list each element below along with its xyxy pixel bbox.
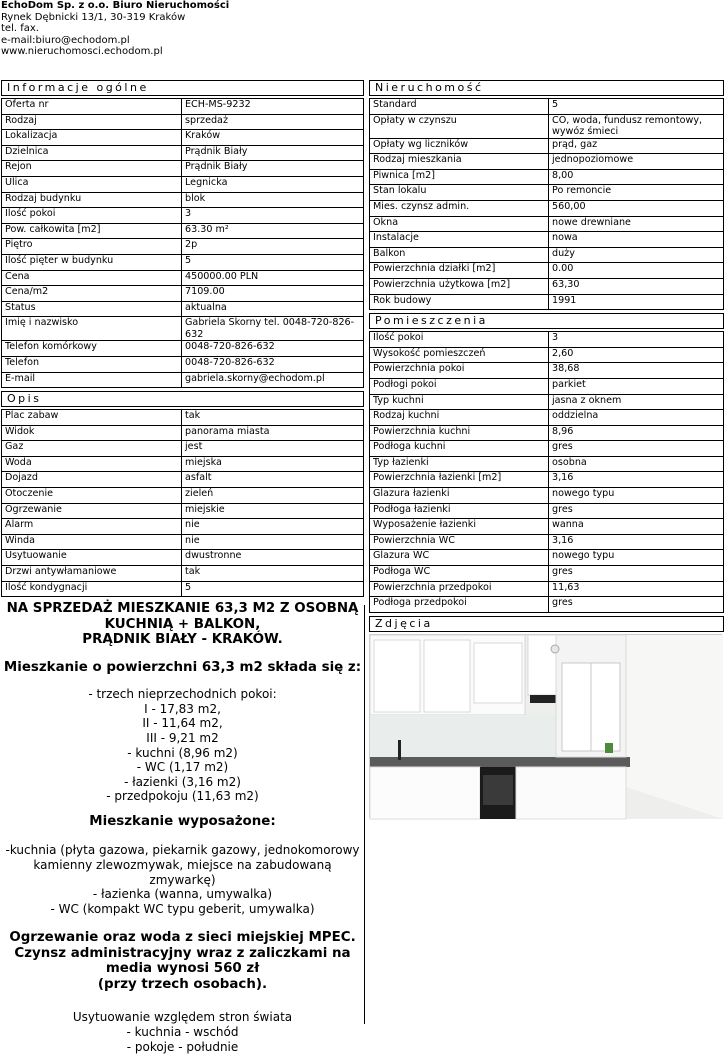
row-label: Rodzaj kuchni: [370, 410, 549, 426]
table-row: [2, 472, 364, 488]
table-row: [370, 332, 724, 348]
row-value: aktualna: [182, 301, 364, 317]
row-label: Wysokość pomieszczeń: [370, 347, 549, 363]
row-value: 7109.00: [182, 286, 364, 302]
table-row: [2, 341, 364, 357]
row-value: wanna: [549, 519, 724, 535]
table-row: [2, 192, 364, 208]
row-value: blok: [182, 192, 364, 208]
row-label: Opłaty wg liczników: [370, 138, 549, 154]
row-label: E-mail: [2, 372, 182, 388]
row-label: Usytuowanie: [2, 550, 182, 566]
table-row: [370, 138, 724, 154]
row-value: parkiet: [549, 378, 724, 394]
row-label: Ilość pokoi: [2, 208, 182, 224]
rooms-table: [369, 331, 724, 613]
row-label: Dojazd: [2, 472, 182, 488]
text-line: - trzech nieprzechodnich pokoi:: [88, 687, 277, 702]
row-value: Prądnik Biały: [182, 161, 364, 177]
row-value: prąd, gaz: [549, 138, 724, 154]
row-label: Balkon: [370, 247, 549, 263]
table-row: [370, 263, 724, 279]
general-table: [1, 98, 364, 388]
row-value: 2p: [182, 239, 364, 255]
table-row: [2, 566, 364, 582]
row-label: Widok: [2, 425, 182, 441]
row-label: Rejon: [2, 161, 182, 177]
table-row: [2, 425, 364, 441]
table-row: [2, 254, 364, 270]
text-line: Ogrzewanie oraz woda z sieci miejskiej MPEC.: [9, 930, 356, 946]
section-title-general: Informacje ogólne: [1, 80, 364, 96]
table-row: [370, 597, 724, 613]
row-value: tak: [182, 410, 364, 426]
row-value: Kraków: [182, 130, 364, 146]
row-value: Prądnik Biały: [182, 145, 364, 161]
headline-line: PRĄDNIK BIAŁY - KRAKÓW.: [82, 632, 283, 648]
row-value: oddzielna: [549, 410, 724, 426]
row-label: Status: [2, 301, 182, 317]
row-value: 11,63: [549, 581, 724, 597]
row-value: 8,00: [549, 169, 724, 185]
text-line: II - 11,64 m2,: [142, 716, 223, 731]
row-label: Rodzaj budynku: [2, 192, 182, 208]
table-row: [370, 425, 724, 441]
row-value: 0048-720-826-632: [182, 341, 364, 357]
section-title-property: Nieruchomość: [369, 80, 724, 96]
table-row: [370, 534, 724, 550]
text-line: I - 17,83 m2,: [144, 701, 221, 716]
row-label: Drzwi antywłamaniowe: [2, 566, 182, 582]
row-value: gres: [549, 597, 724, 613]
text-line: - przedpokoju (11,63 m2): [106, 789, 259, 804]
row-label: Podłoga WC: [370, 566, 549, 582]
row-value: gres: [549, 503, 724, 519]
row-label: Powierzchnia pokoi: [370, 363, 549, 379]
row-label: Telefon komórkowy: [2, 341, 182, 357]
table-row: [370, 232, 724, 248]
row-value: sprzedaż: [182, 114, 364, 130]
row-label: Powierzchnia użytkowa [m2]: [370, 278, 549, 294]
equipment-heading: Mieszkanie wyposażone:: [89, 813, 276, 829]
text-line: III - 9,21 m2: [146, 731, 219, 745]
kitchen-photo-image: [370, 635, 723, 819]
row-label: Mies. czynsz admin.: [370, 200, 549, 216]
table-row: [2, 410, 364, 426]
table-row: [370, 185, 724, 201]
row-label: Pow. całkowita [m2]: [2, 223, 182, 239]
text-line: - kuchni (8,96 m2): [127, 745, 238, 760]
row-value: 8,96: [549, 425, 724, 441]
row-label: Podłogi pokoi: [370, 378, 549, 394]
row-label: Cena: [2, 270, 182, 286]
table-row: [370, 216, 724, 232]
text-line: media wynosi 560 zł: [105, 961, 260, 977]
table-row: [2, 550, 364, 566]
row-label: Cena/m2: [2, 286, 182, 302]
row-value: 3,16: [549, 472, 724, 488]
text-line: kamienny zlewozmywak, miejsce na zabudowaną zmywarkę): [33, 858, 332, 887]
table-row: [2, 130, 364, 146]
table-row: [2, 223, 364, 239]
table-row: [370, 363, 724, 379]
row-value: ECH-MS-9232: [182, 99, 364, 115]
kitchen-photo[interactable]: [369, 634, 722, 818]
row-value: 38,68: [549, 363, 724, 379]
table-row: [370, 456, 724, 472]
row-value: nie: [182, 519, 364, 535]
row-label: Ilość pokoi: [370, 332, 549, 348]
table-row: [370, 441, 724, 457]
row-label: Instalacje: [370, 232, 549, 248]
table-row: [2, 356, 364, 372]
row-label: Powierzchnia działki [m2]: [370, 263, 549, 279]
table-row: [2, 161, 364, 177]
row-label: Podłoga łazienki: [370, 503, 549, 519]
table-row: [370, 472, 724, 488]
table-row: [370, 114, 724, 138]
table-row: [370, 503, 724, 519]
row-label: Imię i nazwisko: [2, 317, 182, 341]
table-row: [2, 114, 364, 130]
section-title-rooms: Pomieszczenia: [369, 313, 724, 329]
column-divider: [364, 605, 365, 1024]
offer-description: [1, 601, 364, 1054]
orientation-list: [1, 1010, 364, 1054]
row-value: 3,16: [549, 534, 724, 550]
table-row: [370, 581, 724, 597]
row-label: Opłaty w czynszu: [370, 114, 549, 138]
equipment-list: [1, 843, 364, 916]
row-value: zieleń: [182, 488, 364, 504]
section-title-opis: Opis: [1, 391, 364, 407]
agency-fax: tel. fax.: [1, 23, 39, 34]
text-line: - WC (kompakt WC typu geberit, umywalka): [50, 901, 315, 916]
row-label: Glazura WC: [370, 550, 549, 566]
agency-header: [1, 0, 229, 58]
table-row: [370, 394, 724, 410]
text-line: Czynsz administracyjny wraz z zaliczkami na: [14, 945, 351, 961]
table-row: [370, 378, 724, 394]
row-label: Lokalizacja: [2, 130, 182, 146]
row-label: Powierzchnia łazienki [m2]: [370, 472, 549, 488]
row-value: Po remoncie: [549, 185, 724, 201]
row-value: nowe drewniane: [549, 216, 724, 232]
row-value: Gabriela Skorny tel. 0048-720-826-632: [182, 317, 364, 341]
left-column: [1, 80, 364, 1064]
row-value: dwustronne: [182, 550, 364, 566]
row-label: Glazura łazienki: [370, 488, 549, 504]
row-value: 5: [182, 254, 364, 270]
row-value: 3: [182, 208, 364, 224]
text-line: (przy trzech osobach).: [97, 976, 268, 992]
text-line: - pokoje - południe: [126, 1039, 239, 1054]
row-label: Rok budowy: [370, 294, 549, 310]
row-label: Piwnica [m2]: [370, 169, 549, 185]
table-row: [370, 519, 724, 535]
table-row: [2, 208, 364, 224]
row-value: 560,00: [549, 200, 724, 216]
row-label: Woda: [2, 456, 182, 472]
agency-name: EchoDom Sp. z o.o. Biuro Nieruchomości: [1, 0, 230, 11]
row-value: nowego typu: [549, 488, 724, 504]
table-row: [370, 278, 724, 294]
row-value: jasna z oknem: [549, 394, 724, 410]
row-label: Powierzchnia kuchni: [370, 425, 549, 441]
table-row: [2, 519, 364, 535]
row-label: Piętro: [2, 239, 182, 255]
table-row: [2, 456, 364, 472]
table-row: [2, 145, 364, 161]
headline-line: NA SPRZEDAŻ MIESZKANIE 63,3 M2 Z OSOBNĄ: [6, 601, 359, 617]
row-label: Dzielnica: [2, 145, 182, 161]
row-label: Ilość pięter w budynku: [2, 254, 182, 270]
table-row: [370, 347, 724, 363]
row-value: CO, woda, fundusz remontowy, wywóz śmieci: [549, 114, 724, 138]
row-value: nowa: [549, 232, 724, 248]
row-label: Ogrzewanie: [2, 503, 182, 519]
table-row: [370, 566, 724, 582]
row-label: Okna: [370, 216, 549, 232]
row-value: 5: [549, 99, 724, 115]
row-label: Wyposażenie łazienki: [370, 519, 549, 535]
text-line: - łazienki (3,16 m2): [124, 774, 241, 789]
table-row: [2, 441, 364, 457]
table-row: [2, 301, 364, 317]
section-title-photos: Zdjęcia: [369, 616, 724, 632]
row-value: duży: [549, 247, 724, 263]
row-label: Gaz: [2, 441, 182, 457]
row-value: 2,60: [549, 347, 724, 363]
row-value: jest: [182, 441, 364, 457]
row-value: tak: [182, 566, 364, 582]
row-value: gabriela.skorny@echodom.pl: [182, 372, 364, 388]
table-row: [370, 99, 724, 115]
row-value: 63,30: [549, 278, 724, 294]
headline-line: KUCHNIĄ + BALKON,: [104, 616, 261, 632]
table-row: [2, 99, 364, 115]
row-label: Telefon: [2, 356, 182, 372]
row-value: nie: [182, 534, 364, 550]
right-column: [369, 80, 724, 818]
row-label: Stan lokalu: [370, 185, 549, 201]
row-label: Oferta nr: [2, 99, 182, 115]
row-label: Rodzaj: [2, 114, 182, 130]
table-row: [370, 488, 724, 504]
text-line: Usytuowanie względem stron świata: [72, 1010, 293, 1025]
table-row: [370, 169, 724, 185]
row-value: 3: [549, 332, 724, 348]
table-row: [370, 200, 724, 216]
rooms-list: [1, 687, 364, 804]
row-label: Typ łazienki: [370, 456, 549, 472]
row-value: miejska: [182, 456, 364, 472]
row-label: Otoczenie: [2, 488, 182, 504]
row-label: Typ kuchni: [370, 394, 549, 410]
utilities-block: [1, 930, 364, 992]
row-value: nowego typu: [549, 550, 724, 566]
text-line: - WC (1,17 m2): [136, 760, 229, 775]
agency-www: www.nieruchomosci.echodom.pl: [1, 46, 163, 57]
table-row: [2, 270, 364, 286]
row-value: 1991: [549, 294, 724, 310]
row-label: Alarm: [2, 519, 182, 535]
table-row: [2, 581, 364, 597]
table-row: [370, 550, 724, 566]
table-row: [370, 154, 724, 170]
table-row: [370, 294, 724, 310]
row-label: Rodzaj mieszkania: [370, 154, 549, 170]
row-label: Powierzchnia przedpokoi: [370, 581, 549, 597]
opis-table: [1, 409, 364, 597]
table-row: [370, 410, 724, 426]
row-value: miejskie: [182, 503, 364, 519]
row-value: 0048-720-826-632: [182, 356, 364, 372]
row-value: jednopoziomowe: [549, 154, 724, 170]
row-value: Legnicka: [182, 176, 364, 192]
row-value: osobna: [549, 456, 724, 472]
row-value: 63.30 m²: [182, 223, 364, 239]
text-line: - kuchnia - wschód: [126, 1025, 239, 1040]
row-label: Powierzchnia WC: [370, 534, 549, 550]
row-label: Plac zabaw: [2, 410, 182, 426]
row-value: panorama miasta: [182, 425, 364, 441]
offer-headline: [1, 601, 364, 648]
composition-heading: Mieszkanie o powierzchni 63,3 m2 składa się z:: [3, 659, 362, 675]
table-row: [2, 286, 364, 302]
table-row: [2, 503, 364, 519]
text-line: - łazienka (wanna, umywalka): [92, 887, 273, 902]
agency-email: e-mail:biuro@echodom.pl: [1, 34, 130, 46]
row-label: Podłoga kuchni: [370, 441, 549, 457]
row-value: gres: [549, 441, 724, 457]
row-value: 450000.00 PLN: [182, 270, 364, 286]
row-value: 0.00: [549, 263, 724, 279]
table-row: [2, 488, 364, 504]
table-row: [2, 534, 364, 550]
row-value: gres: [549, 566, 724, 582]
table-row: [2, 317, 364, 341]
table-row: [2, 372, 364, 388]
row-label: Standard: [370, 99, 549, 115]
property-table: [369, 98, 724, 310]
row-label: Ulica: [2, 176, 182, 192]
text-line: -kuchnia (płyta gazowa, piekarnik gazowy, jednokomorowy: [5, 843, 360, 858]
row-label: Podłoga przedpokoi: [370, 597, 549, 613]
row-value: 5: [182, 581, 364, 597]
table-row: [2, 239, 364, 255]
row-label: Winda: [2, 534, 182, 550]
table-row: [370, 247, 724, 263]
agency-address: Rynek Dębnicki 13/1, 30-319 Kraków: [1, 11, 186, 23]
row-label: Ilość kondygnacji: [2, 581, 182, 597]
table-row: [2, 176, 364, 192]
row-value: asfalt: [182, 472, 364, 488]
